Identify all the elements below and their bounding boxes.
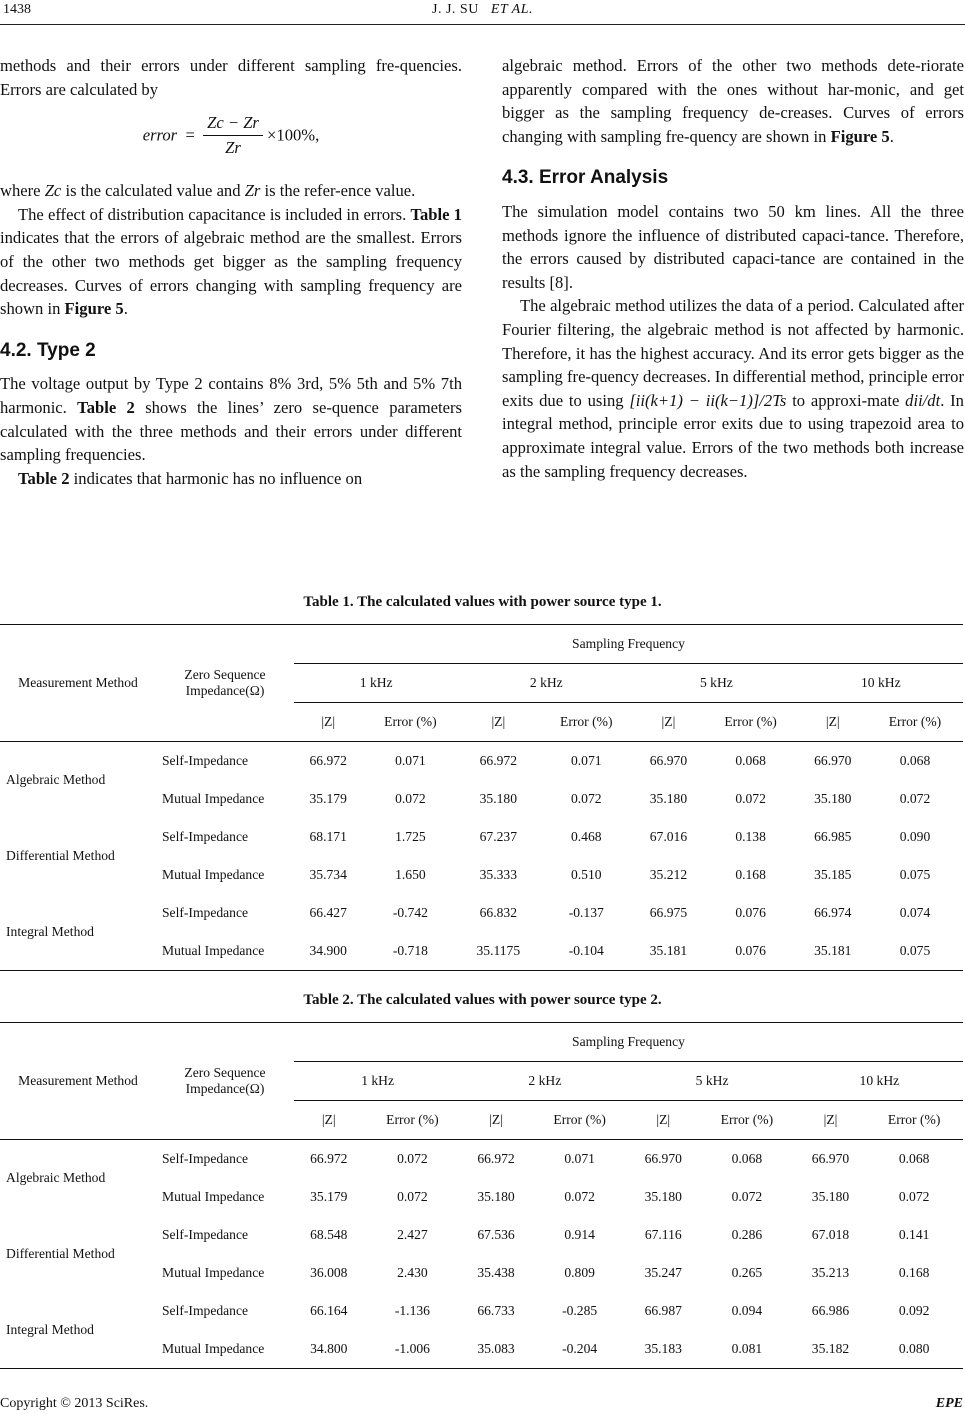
paragraph: The simulation model contains two 50 km lines. All the three methods ignore the influence of distributed capaci-tance. Therefore, the errors caused by distributed capaci-tance are contained in the results [8]. xyxy=(502,201,964,292)
error-value: -1.006 xyxy=(364,1330,462,1369)
header-sampling-frequency: Sampling Frequency xyxy=(294,1023,963,1062)
equation-numerator: Zc − Zr xyxy=(203,111,263,136)
error-value: 0.090 xyxy=(899,829,931,844)
method-name: Algebraic Method xyxy=(6,1170,106,1185)
section-heading: 4.3. Error Analysis xyxy=(502,167,669,189)
z-value: 35.180 xyxy=(811,1189,850,1204)
error-value: 0.071 xyxy=(564,1151,595,1166)
z-value: 35.182 xyxy=(796,1330,866,1369)
math-zr: Zr xyxy=(244,181,261,201)
header-error: Error (%) xyxy=(865,1101,963,1140)
z-value: 35.438 xyxy=(477,1265,515,1280)
paragraph xyxy=(502,294,964,483)
header-frequency: 2 kHz xyxy=(461,1062,628,1101)
page-header xyxy=(0,0,965,26)
impedance-type: Mutual Impedance xyxy=(162,1265,265,1280)
header-rule xyxy=(0,24,965,25)
z-value: 35.212 xyxy=(649,867,688,882)
text: algebraic method. Errors of the other two methods dete-riorate apparently compared with the ones without har-monic, and get bigger as the sampling frequency de-creases. Curves of errors changing with sampling fre-quency are shown in xyxy=(502,56,964,146)
header-error: Error (%) xyxy=(698,1101,796,1140)
header-method: Measurement Method xyxy=(0,1023,156,1140)
figure-ref: Figure 5 xyxy=(830,126,890,146)
table-ref: Table 2 xyxy=(77,397,135,417)
z-value: 66.972 xyxy=(477,1151,515,1166)
impedance-type: Self-Impedance xyxy=(162,1151,249,1166)
authors-etal: ET AL. xyxy=(490,2,533,17)
z-value: 35.180 xyxy=(644,1189,682,1204)
paragraph xyxy=(0,467,462,491)
method-name: Differential Method xyxy=(6,1246,115,1261)
header-z: |Z| xyxy=(294,703,362,742)
impedance-type: Self-Impedance xyxy=(162,829,249,844)
header-row xyxy=(0,625,963,664)
z-value: 67.536 xyxy=(477,1227,515,1242)
z-value: 67.116 xyxy=(644,1227,682,1242)
z-value: 34.800 xyxy=(294,1330,364,1369)
z-value: 35.180 xyxy=(477,1189,515,1204)
running-authors xyxy=(0,2,965,18)
error-value: -1.136 xyxy=(394,1303,430,1318)
error-value: 2.427 xyxy=(397,1227,428,1242)
table-row xyxy=(0,1292,963,1330)
error-value: 0.265 xyxy=(731,1265,763,1280)
table-ref: Table 1 xyxy=(410,204,462,224)
header-z: |Z| xyxy=(294,1101,364,1140)
error-value: 0.072 xyxy=(397,1189,428,1204)
header-error: Error (%) xyxy=(531,1101,629,1140)
error-value: 0.068 xyxy=(898,1151,930,1166)
copyright: Copyright © 2013 SciRes. xyxy=(0,1396,149,1411)
error-value: 0.068 xyxy=(735,753,766,768)
impedance-type: Self-Impedance xyxy=(162,1227,249,1242)
header-sampling-frequency: Sampling Frequency xyxy=(294,625,963,664)
math-zc: Zc xyxy=(44,181,62,201)
section-heading: 4.2. Type 2 xyxy=(0,339,96,361)
error-value: 0.080 xyxy=(865,1330,963,1369)
header-row xyxy=(0,1023,963,1062)
figure-ref: Figure 5 xyxy=(64,299,124,319)
journal-name: EPE xyxy=(935,1396,963,1411)
z-value: 66.974 xyxy=(814,905,852,920)
text: shows the lines’ zero se-quence parameters calculated with the three methods and their errors under different sampling frequencies. xyxy=(0,397,462,465)
header-z: |Z| xyxy=(799,703,867,742)
error-value: 1.725 xyxy=(395,829,426,844)
z-value: 66.975 xyxy=(649,905,688,920)
z-value: 68.171 xyxy=(309,829,347,844)
error-value: 0.072 xyxy=(395,791,426,806)
z-value: 66.972 xyxy=(309,753,347,768)
z-value: 35.333 xyxy=(479,867,517,882)
text: indicates that the errors of algebraic method are the smallest. Errors of the other two methods get bigger as the sampling frequency decreases. Curves of errors changing with sampling frequency are shown in xyxy=(0,228,462,319)
error-value: -0.742 xyxy=(392,905,428,920)
z-value: 35.181 xyxy=(799,932,867,971)
impedance-type: Mutual Impedance xyxy=(156,1330,294,1369)
header-z: |Z| xyxy=(628,1101,698,1140)
error-value: 0.068 xyxy=(899,753,931,768)
method-name: Algebraic Method xyxy=(6,772,106,787)
z-value: 34.900 xyxy=(294,932,362,971)
error-value: -0.718 xyxy=(362,932,458,971)
error-value: 2.430 xyxy=(397,1265,428,1280)
right-column xyxy=(502,54,964,483)
error-value: 0.068 xyxy=(731,1151,763,1166)
error-value: 1.650 xyxy=(395,867,426,882)
z-value: 35.180 xyxy=(479,791,517,806)
equation-comma: , xyxy=(315,125,320,145)
impedance-type: Mutual Impedance xyxy=(162,791,265,806)
z-value: 67.016 xyxy=(649,829,688,844)
table-row xyxy=(0,1216,963,1254)
header-frequency: 10 kHz xyxy=(799,664,963,703)
table-row xyxy=(0,894,963,932)
z-value: 35.734 xyxy=(309,867,347,882)
text: is the refer-ence value. xyxy=(264,181,416,201)
header-frequency: 1 kHz xyxy=(294,664,458,703)
header-zero-sequence: Zero Sequence Impedance(Ω) xyxy=(156,1023,294,1140)
z-value: 66.970 xyxy=(644,1151,682,1166)
error-value: 0.072 xyxy=(570,791,602,806)
error-value: 0.138 xyxy=(735,829,766,844)
error-value: 0.074 xyxy=(899,905,931,920)
z-value: 35.247 xyxy=(644,1265,682,1280)
method-name: Differential Method xyxy=(6,848,115,863)
text: The effect of distribution capacitance is included in errors. xyxy=(18,204,407,224)
header-error: Error (%) xyxy=(362,703,458,742)
impedance-type: Mutual Impedance xyxy=(156,932,294,971)
error-value: -0.137 xyxy=(568,905,604,920)
left-column xyxy=(0,54,462,490)
error-value: 0.168 xyxy=(898,1265,930,1280)
error-value: 0.141 xyxy=(898,1227,930,1242)
z-value: 35.180 xyxy=(814,791,852,806)
z-value: 35.185 xyxy=(814,867,852,882)
error-value: 0.914 xyxy=(564,1227,595,1242)
error-value: -0.204 xyxy=(531,1330,629,1369)
z-value: 66.987 xyxy=(644,1303,682,1318)
z-value: 66.970 xyxy=(649,753,688,768)
paragraph xyxy=(0,179,462,203)
z-value: 35.181 xyxy=(634,932,702,971)
page-number: 1438 xyxy=(3,2,31,17)
error-value: 0.071 xyxy=(395,753,426,768)
math-difference-formula: [ii(k+1) − ii(k−1)]/2Ts xyxy=(629,390,787,410)
header-error: Error (%) xyxy=(867,703,963,742)
error-value: 0.168 xyxy=(735,867,766,882)
header-frequency: 1 kHz xyxy=(294,1062,461,1101)
error-value: 0.076 xyxy=(703,932,799,971)
paragraph xyxy=(0,203,462,321)
equation-fraction xyxy=(203,111,263,159)
error-value: 0.286 xyxy=(731,1227,763,1242)
text: . In integral method, principle error exits due to using trapezoid area to approximate integral value. Errors of the two methods both increase as the sampling frequency decreases. xyxy=(502,390,964,481)
header-frequency: 2 kHz xyxy=(458,664,634,703)
method-name: Integral Method xyxy=(0,894,156,971)
header-z: |Z| xyxy=(461,1101,531,1140)
header-error: Error (%) xyxy=(703,703,799,742)
table-1 xyxy=(0,624,963,971)
z-value: 66.427 xyxy=(309,905,347,920)
z-value: 66.972 xyxy=(479,753,517,768)
error-value: 0.081 xyxy=(698,1330,796,1369)
table-1-caption: Table 1. The calculated values with power source type 1. xyxy=(303,594,662,610)
equation-denominator: Zr xyxy=(225,137,241,157)
z-value: 66.986 xyxy=(811,1303,850,1318)
error-value: -0.104 xyxy=(538,932,634,971)
z-value: 66.832 xyxy=(479,905,517,920)
z-value: 35.179 xyxy=(310,1189,348,1204)
z-value: 66.164 xyxy=(310,1303,348,1318)
error-value: 0.510 xyxy=(570,867,602,882)
z-value: 66.985 xyxy=(814,829,852,844)
equation-lhs: error xyxy=(142,125,178,145)
table-row xyxy=(0,742,963,781)
z-value: 67.237 xyxy=(479,829,517,844)
z-value: 66.733 xyxy=(477,1303,515,1318)
text: is the calculated value and xyxy=(65,181,241,201)
z-value: 66.970 xyxy=(811,1151,850,1166)
paragraph xyxy=(0,372,462,466)
error-value: 0.072 xyxy=(735,791,766,806)
impedance-type: Mutual Impedance xyxy=(162,1189,265,1204)
error-equation: error = $\frac{Zc - Zr}{Zr}$ ×100%, xyxy=(0,111,462,167)
text: where xyxy=(0,181,41,201)
z-value: 35.213 xyxy=(811,1265,850,1280)
table-2-caption: Table 2. The calculated values with power source type 2. xyxy=(303,992,662,1008)
z-value: 68.548 xyxy=(310,1227,348,1242)
z-value: 67.018 xyxy=(811,1227,850,1242)
z-value: 35.180 xyxy=(649,791,688,806)
error-value: 0.075 xyxy=(899,867,931,882)
text: indicates that harmonic has no influence on xyxy=(73,468,363,488)
impedance-type: Self-Impedance xyxy=(162,905,249,920)
header-frequency: 5 kHz xyxy=(634,664,798,703)
z-value: 35.1175 xyxy=(458,932,538,971)
error-value: 0.072 xyxy=(898,1189,930,1204)
header-z: |Z| xyxy=(458,703,538,742)
table-ref: Table 2 xyxy=(18,468,70,488)
error-value: 0.072 xyxy=(397,1151,428,1166)
error-value: 0.075 xyxy=(867,932,963,971)
authors-main: J. J. SU xyxy=(432,2,479,17)
header-frequency: 10 kHz xyxy=(796,1062,963,1101)
header-error: Error (%) xyxy=(538,703,634,742)
text: The algebraic method utilizes the data of a period. Calculated after Fourier filtering, the algebraic method is not affected by harmonic. Therefore, it has the highest accuracy. And its error gets bigger as the sampling fre-quency decreases. In differential method, principle error exits due to using xyxy=(502,296,964,410)
table-row xyxy=(0,818,963,856)
z-value: 35.083 xyxy=(461,1330,531,1369)
equation-rhs: ×100% xyxy=(267,125,316,145)
impedance-type: Mutual Impedance xyxy=(162,867,265,882)
error-value: -0.285 xyxy=(562,1303,598,1318)
error-value: 0.072 xyxy=(899,791,931,806)
error-value: 0.092 xyxy=(898,1303,930,1318)
header-z: |Z| xyxy=(796,1101,866,1140)
header-z: |Z| xyxy=(634,703,702,742)
z-value: 66.970 xyxy=(814,753,852,768)
error-value: 0.094 xyxy=(731,1303,763,1318)
math-derivative: dii/dt xyxy=(905,390,941,410)
impedance-type: Self-Impedance xyxy=(162,753,249,768)
error-value: 0.076 xyxy=(735,905,766,920)
header-method: Measurement Method xyxy=(0,625,156,742)
paragraph xyxy=(502,54,964,148)
error-value: 0.072 xyxy=(731,1189,763,1204)
z-value: 36.008 xyxy=(310,1265,348,1280)
error-value: 0.468 xyxy=(570,829,602,844)
table-row xyxy=(0,1140,963,1179)
error-value: 0.071 xyxy=(570,753,602,768)
error-value: 0.809 xyxy=(564,1265,595,1280)
header-frequency: 5 kHz xyxy=(628,1062,795,1101)
method-name: Integral Method xyxy=(0,1292,156,1369)
header-zero-sequence: Zero Sequence Impedance(Ω) xyxy=(156,625,294,742)
z-value: 66.972 xyxy=(310,1151,348,1166)
text: . xyxy=(889,126,894,146)
text: The voltage output by Type 2 contains 8% 3rd, 5% 5th and 5% 7th harmonic. xyxy=(0,374,462,417)
text: . xyxy=(123,299,128,319)
text: to approxi-mate xyxy=(792,390,900,410)
paragraph: methods and their errors under different sampling fre-quencies. Errors are calculated by xyxy=(0,56,462,99)
z-value: 35.183 xyxy=(628,1330,698,1369)
impedance-type: Self-Impedance xyxy=(162,1303,249,1318)
error-value: 0.072 xyxy=(564,1189,595,1204)
z-value: 35.179 xyxy=(309,791,347,806)
header-error: Error (%) xyxy=(364,1101,462,1140)
table-2 xyxy=(0,1022,963,1369)
